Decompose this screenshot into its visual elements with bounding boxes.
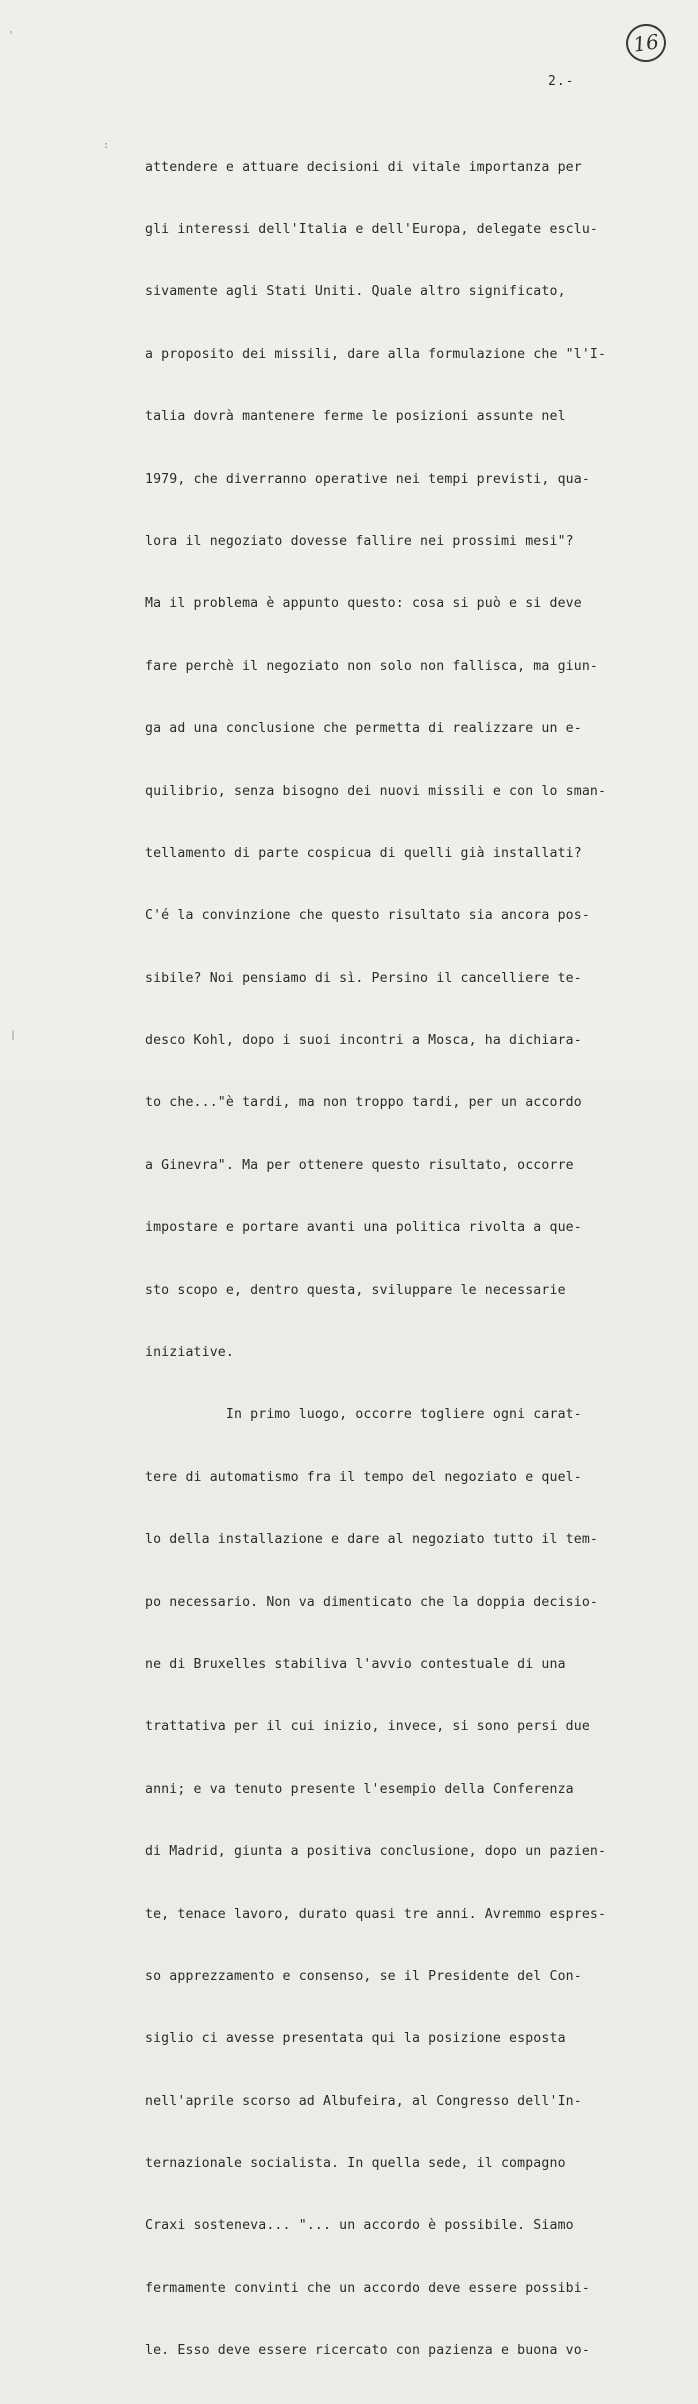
text-line: talia dovrà mantenere ferme le posizioni assunte nel	[145, 409, 566, 425]
margin-speck: |	[10, 1030, 17, 1041]
text-line: lo della installazione e dare al negoziato tutto il tem-	[145, 1532, 599, 1548]
text-line: nell'aprile scorso ad Albufeira, al Congresso dell'In-	[145, 2093, 582, 2109]
text-line: tere di automatismo fra il tempo del negoziato e quel-	[145, 1469, 582, 1485]
margin-speck: :	[103, 140, 110, 151]
text-line: ternazionale socialista. In quella sede, il compagno	[145, 2156, 566, 2172]
text-line: In primo luogo, occorre togliere ogni carat-	[145, 1407, 582, 1423]
text-line: attendere e attuare decisioni di vitale importanza per	[145, 159, 582, 175]
text-line: gli interessi dell'Italia e dell'Europa, delegate esclu-	[145, 221, 599, 237]
text-line: anni; e va tenuto presente l'esempio della Conferenza	[145, 1781, 574, 1797]
text-line: to che..."è tardi, ma non troppo tardi, per un accordo	[145, 1095, 582, 1111]
text-line: fermamente convinti che un accordo deve essere possibi-	[145, 2280, 590, 2296]
text-line: iniziative.	[145, 1345, 234, 1361]
text-line: sto scopo e, dentro questa, sviluppare le necessarie	[145, 1282, 566, 1298]
text-line: a proposito dei missili, dare alla formulazione che "l'I-	[145, 346, 607, 362]
text-line: tellamento di parte cospicua di quelli già installati?	[145, 845, 582, 861]
text-line: C'é la convinzione che questo risultato sia ancora pos-	[145, 908, 590, 924]
text-line: desco Kohl, dopo i suoi incontri a Mosca, ha dichiara-	[145, 1033, 582, 1049]
margin-speck: '	[8, 30, 15, 41]
text-line: te, tenace lavoro, durato quasi tre anni. Avremmo espres-	[145, 1906, 607, 1922]
text-line: ga ad una conclusione che permetta di realizzare un e-	[145, 721, 582, 737]
text-line: sibile? Noi pensiamo di sì. Persino il cancelliere te-	[145, 970, 582, 986]
folio-stamp: 16	[624, 21, 669, 64]
text-line: 1979, che diverranno operative nei tempi previsti, qua-	[145, 471, 590, 487]
text-line: di Madrid, giunta a positiva conclusione, dopo un pazien-	[145, 1844, 607, 1860]
text-line: le. Esso deve essere ricercato con pazienza e buona vo-	[145, 2343, 590, 2359]
text-line: Craxi sosteneva... "... un accordo è possibile. Siamo	[145, 2218, 574, 2234]
text-line: so apprezzamento e consenso, se il Presidente del Con-	[145, 1968, 582, 1984]
text-line: siglio ci avesse presentata qui la posizione esposta	[145, 2031, 566, 2047]
text-line: ne di Bruxelles stabiliva l'avvio contestuale di una	[145, 1656, 566, 1672]
text-line: fare perchè il negoziato non solo non fallisca, ma giun-	[145, 658, 599, 674]
text-line: a Ginevra". Ma per ottenere questo risultato, occorre	[145, 1157, 574, 1173]
text-line: po necessario. Non va dimenticato che la doppia decisio-	[145, 1594, 599, 1610]
text-line: impostare e portare avanti una politica rivolta a que-	[145, 1220, 582, 1236]
body-text	[145, 116, 665, 2404]
text-line: sivamente agli Stati Uniti. Quale altro significato,	[145, 284, 566, 300]
text-line: trattativa per il cui inizio, invece, si sono persi due	[145, 1719, 590, 1735]
page-number: 2.-	[548, 74, 575, 89]
text-line: quilibrio, senza bisogno dei nuovi missili e con lo sman-	[145, 783, 607, 799]
text-line: lora il negoziato dovesse fallire nei prossimi mesi"?	[145, 533, 574, 549]
text-line: Ma il problema è appunto questo: cosa si può e si deve	[145, 596, 582, 612]
